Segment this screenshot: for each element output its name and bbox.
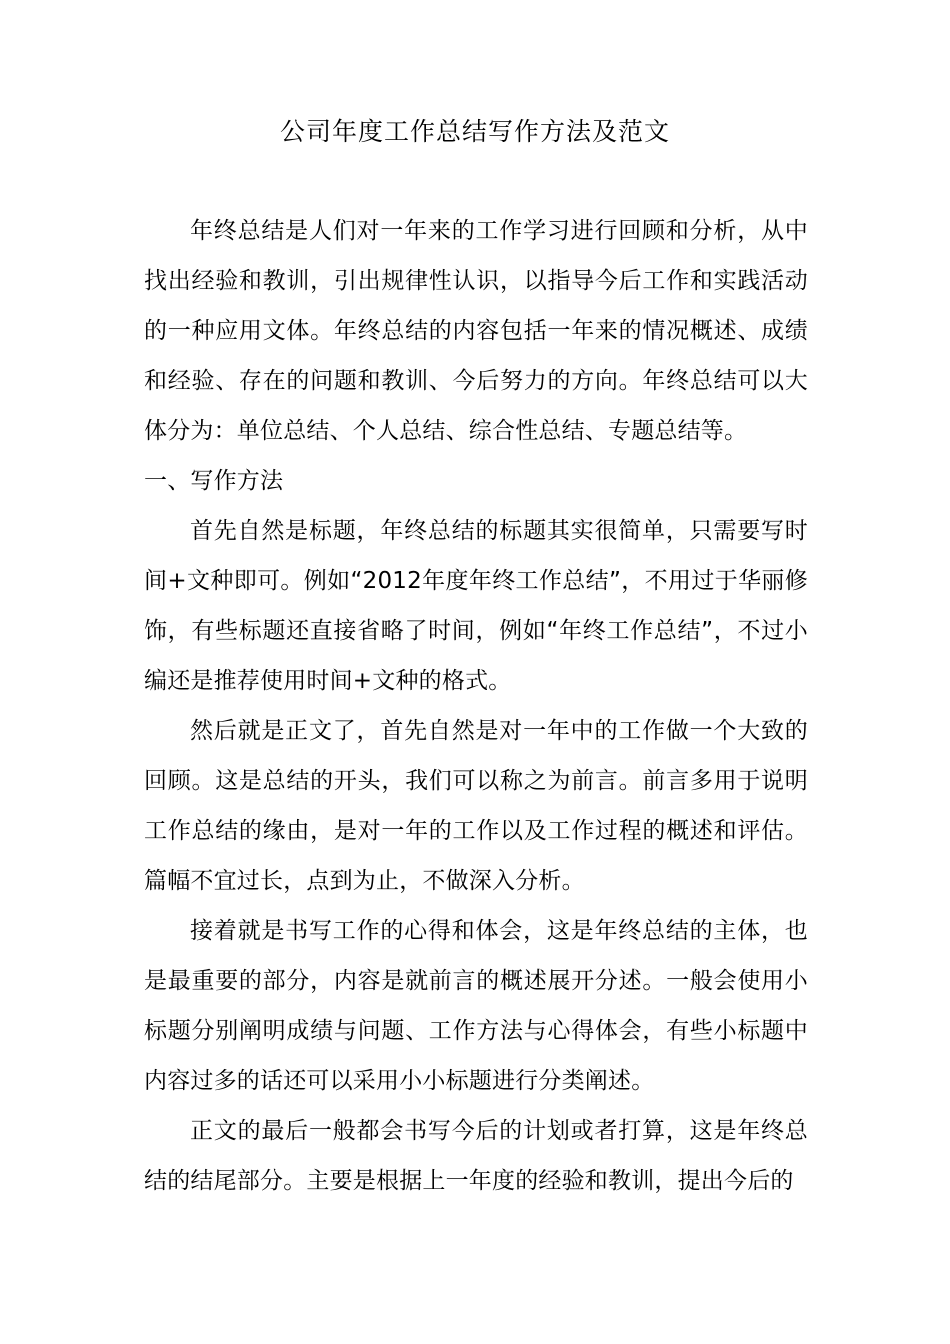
section-heading: 一、写作方法 [144,468,284,494]
paragraph-preface: 然后就是正文了，首先自然是对一年中的工作做一个大致的回顾。这是总结的开头，我们可以称之为前言。前言多用于说明工作总结的缘由，是对一年的工作以及工作过程的概述和评估。篇幅不宜过长，点到为止，不做深入分析。 [144,718,808,894]
paragraph-intro: 年终总结是人们对一年来的工作学习进行回顾和分析，从中找出经验和教训，引出规律性认识，以指导今后工作和实践活动的一种应用文体。年终总结的内容包括一年来的情况概述、成绩和经验、存在的问题和教训、今后努力的方向。年终总结可以大体分为：单位总结、个人总结、综合性总结、专题总结等。 [144,218,808,444]
document-title: 公司年度工作总结写作方法及范文 [279,117,670,146]
paragraph-title-method: 首先自然是标题，年终总结的标题其实很简单，只需要写时间+文种即可。例如“2012年度年终工作总结”，不用过于华丽修饰，有些标题还直接省略了时间，例如“年终工作总结”，不过小编还是推荐使用时间+文种的格式。 [144,518,808,694]
document-body [144,206,808,1206]
paragraph-ending: 正文的最后一般都会书写今后的计划或者打算，这是年终总结的结尾部分。主要是根据上一年度的经验和教训，提出今后的 [144,1118,808,1194]
paragraph-main-body: 接着就是书写工作的心得和体会，这是年终总结的主体，也是最重要的部分，内容是就前言的概述展开分述。一般会使用小标题分别阐明成绩与问题、工作方法与心得体会，有些小标题中内容过多的话还可以采用小小标题进行分类阐述。 [144,918,808,1094]
